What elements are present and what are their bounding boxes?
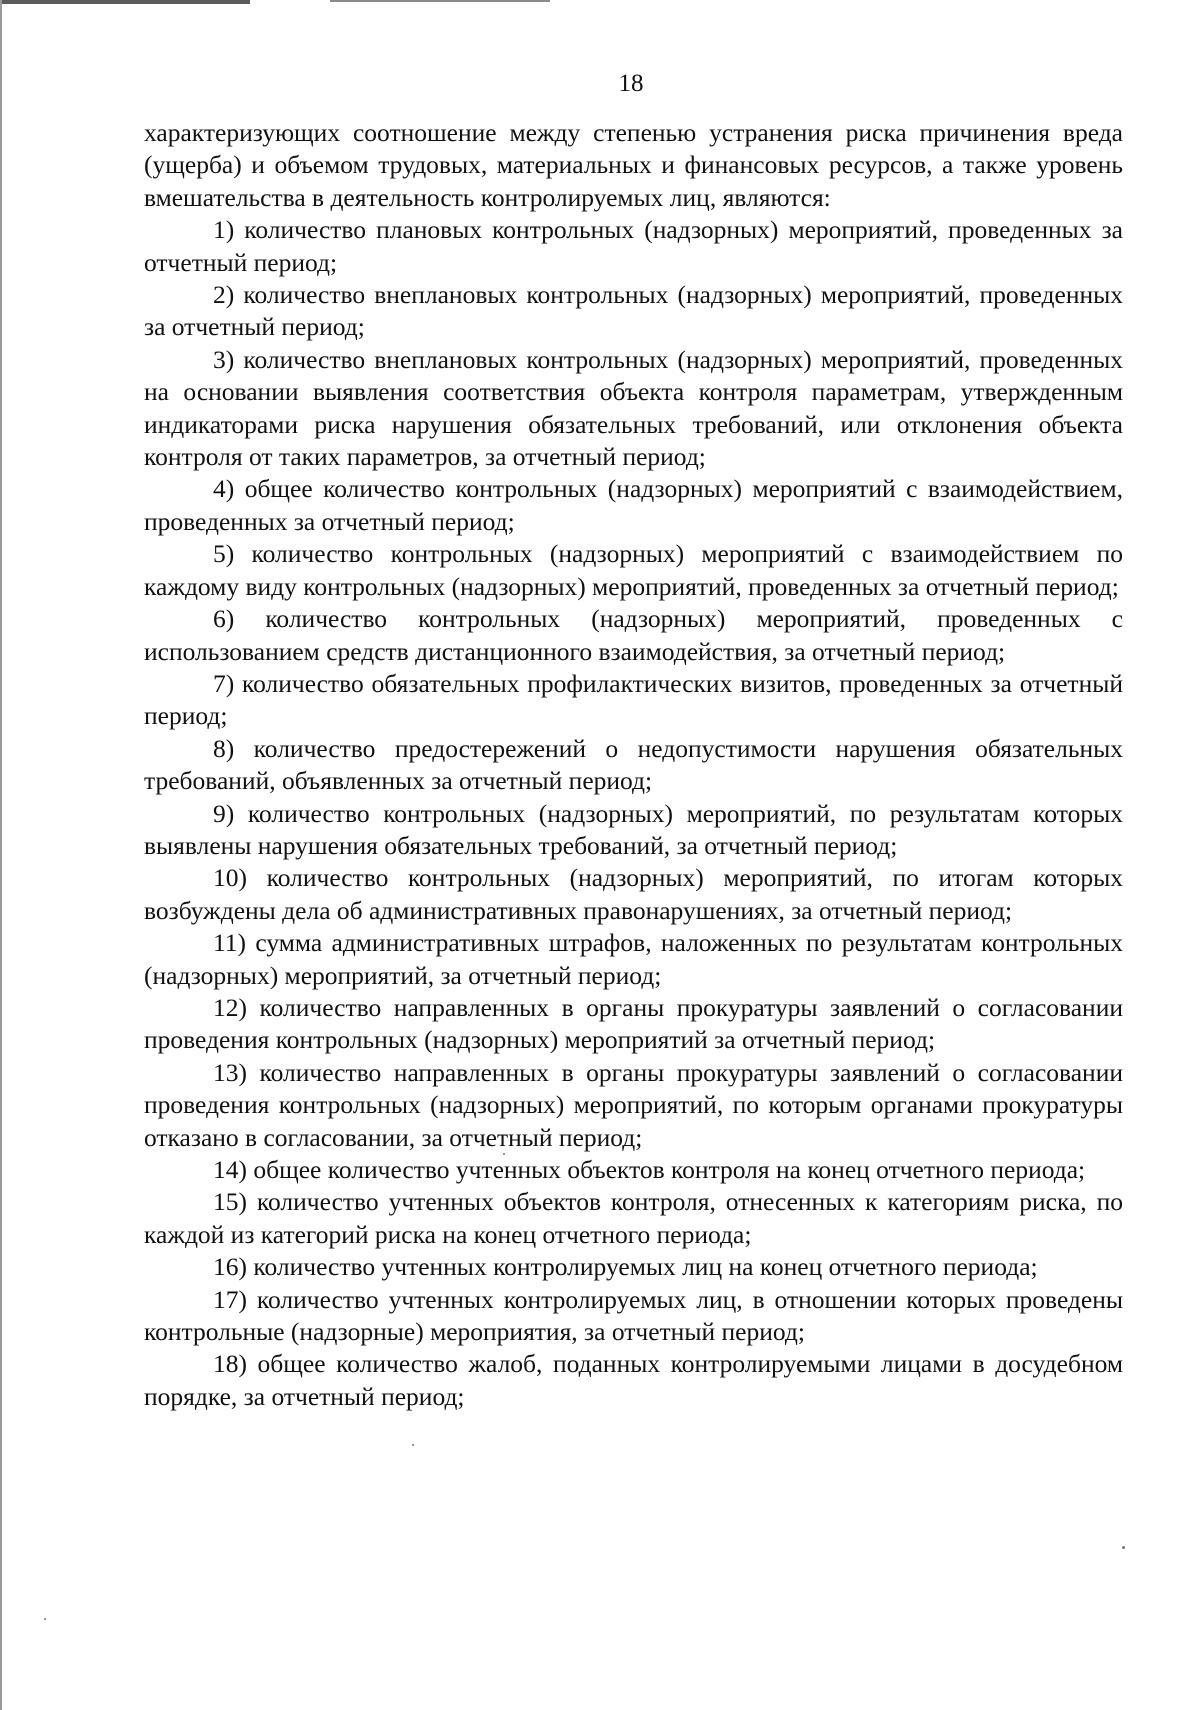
list-item-15: 15) количество учтенных объектов контроля, отнесенных к категориям риска, по каждой из категорий риска на конец отчетного периода;	[144, 1187, 1123, 1249]
list-item-14: 14) общее количество учтенных объектов контроля на конец отчетного периода;	[213, 1155, 1086, 1184]
list-item-10: 10) количество контрольных (надзорных) мероприятий, по итогам которых возбуждены дела об административных правонарушениях, за отчетный период;	[144, 863, 1123, 925]
list-item-16: 16) количество учтенных контролируемых лиц на конец отчетного периода;	[213, 1252, 1038, 1282]
list-item-3: 3) количество внеплановых контрольных (надзорных) мероприятий, проведенных на основании выявления соответствия объекта контроля параметрам, утвержденным индикаторами риска нарушения обязательных требований, или отклонения объекта контроля от таких параметров, за отчетный период;	[144, 344, 1123, 472]
page-number: 18	[618, 70, 644, 97]
scan-speck	[44, 1618, 46, 1620]
list-item-17: 17) количество учтенных контролируемых лиц, в отношении которых проведены контрольные (надзорные) мероприятия, за отчетный период;	[144, 1284, 1123, 1347]
list-item-11: 11) сумма административных штрафов, наложенных по результатам контрольных (надзорных) мероприятий, за отчетный период;	[144, 928, 1123, 990]
scan-edge-top-secondary	[330, 0, 550, 2]
scan-speck	[1122, 1546, 1125, 1549]
list-item-18: 18) общее количество жалоб, поданных контролируемыми лицами в досудебном порядке, за отчетный период;	[144, 1349, 1123, 1411]
list-item-12: 12) количество направленных в органы прокуратуры заявлений о согласовании проведения контрольных (надзорных) мероприятий за отчетный период;	[144, 992, 1123, 1055]
list-item-8: 8) количество предостережений о недопустимости нарушения обязательных требований, объявленных за отчетный период;	[144, 733, 1123, 796]
list-item-1: 1) количество плановых контрольных (надзорных) мероприятий, проведенных за отчетный период;	[144, 215, 1123, 277]
document-body	[144, 117, 1123, 1413]
list-item-13: 13) количество направленных в органы прокуратуры заявлений о согласовании проведения контрольных (надзорных) мероприятий, по которым органами прокуратуры отказано в согласовании, за отчетный период;	[144, 1057, 1123, 1152]
list-item-7: 7) количество обязательных профилактических визитов, проведенных за отчетный период;	[144, 668, 1123, 731]
list-item-6: 6) количество контрольных (надзорных) мероприятий, проведенных с использованием средств дистанционного взаимодействия, за отчетный период;	[144, 604, 1123, 666]
paragraph-intro: характеризующих соотношение между степенью устранения риска причинения вреда (ущерба) и объемом трудовых, материальных и финансовых ресурсов, а также уровень вмешательства в деятельность контролируемых лиц, являются:	[144, 118, 1123, 212]
scan-speck	[412, 1444, 414, 1446]
scan-edge-top	[0, 0, 250, 4]
list-item-2: 2) количество внеплановых контрольных (надзорных) мероприятий, проведенных за отчетный период;	[144, 280, 1123, 342]
list-item-4: 4) общее количество контрольных (надзорных) мероприятий с взаимодействием, проведенных за отчетный период;	[144, 474, 1123, 536]
list-item-5: 5) количество контрольных (надзорных) мероприятий с взаимодействием по каждому виду контрольных (надзорных) мероприятий, проведенных за отчетный период;	[144, 539, 1123, 601]
scan-edge-left	[0, 0, 2, 1710]
list-item-9: 9) количество контрольных (надзорных) мероприятий, по результатам которых выявлены нарушения обязательных требований, за отчетный период;	[144, 798, 1123, 860]
